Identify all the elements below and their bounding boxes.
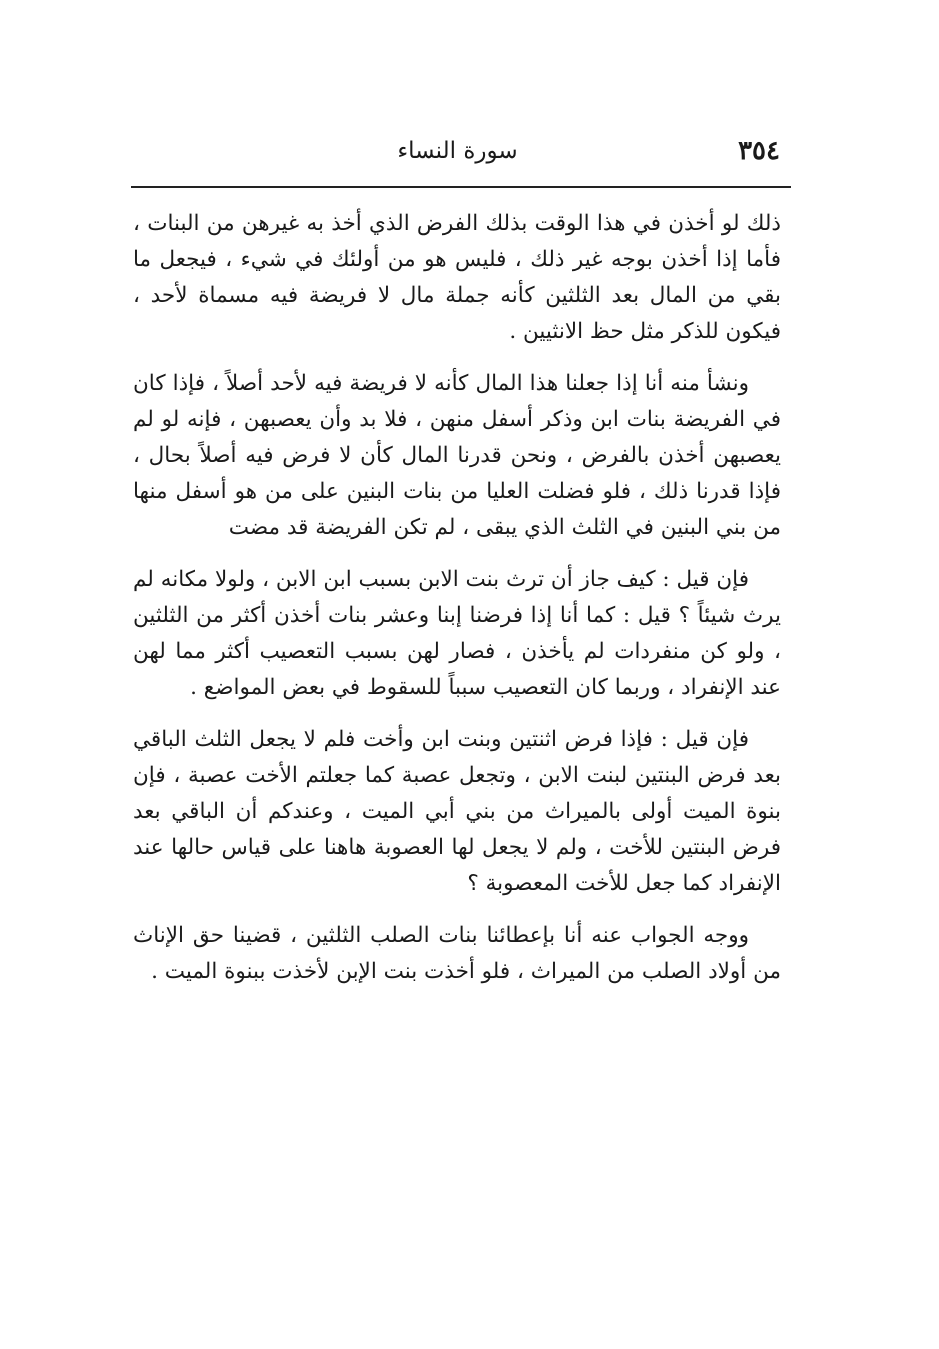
paragraph: ذلك لو أخذن في هذا الوقت بذلك الفرض الذي أخذ به غيرهن من البنات ، فأما إذا أخذن بوجه غير ذلك ، فليس هو من أولئك في شيء ، فيجعل ما بقي من المال بعد الثلثين كأنه جملة مال لا فريضة فيه مسماة لأحد ، فيكون للذكر مثل حظ الانثيين . (133, 211, 781, 344)
page-number: ٣٥٤ (738, 136, 780, 166)
paragraph: فإن قيل : كيف جاز أن ترث بنت الابن بسبب ابن الابن ، ولولا مكانه لم يرث شيئاً ؟ قيل : كما أنا إذا فرضنا إبنا وعشر بنات أخذن أكثر من الثلثين ، ولو كن منفردات لم يأخذن ، فصار لهن بسبب التعصيب أكثر مما لهن عند الإنفراد ، وربما كان التعصيب سبباً للسقوط في بعض المواضع . (133, 567, 781, 700)
running-title: سورة النساء (397, 138, 518, 164)
paragraph: فإن قيل : فإذا فرض اثنتين وبنت ابن وأخت فلم لا يجعل الثلث الباقي بعد فرض البنتين لبنت الابن ، وتجعل عصبة كما جعلتم الأخت عصبة ، فإن بنوة الميت أولى بالميراث من بني أبي الميت ، وعندكم أن الباقي بعد فرض البنتين للأخت ، ولم لا يجعل لها العصوبة هاهنا على قياس حالها عند الإنفراد كما جعل للأخت المعصوبة ؟ (133, 727, 781, 896)
header-rule (131, 186, 791, 188)
page-header (135, 128, 780, 172)
body-text (133, 206, 781, 1006)
paragraph: ونشأ منه أنا إذا جعلنا هذا المال كأنه لا فريضة فيه لأحد أصلاً ، فإذا كان في الفريضة بنات ابن وذكر أسفل منهن ، فلا بد وأن يعصبهن ، فإنه لو لم يعصبهن أخذن بالفرض ، ونحن قدرنا المال كأن لا فرض فيه أصلاً بحال ، فإذا قدرنا ذلك ، فلو فضلت العليا من بنات البنين على من هو أسفل منها من بني البنين في الثلث الذي يبقى ، لم تكن الفريضة قد مضت (133, 371, 781, 540)
paragraph: ووجه الجواب عنه أنا بإعطائنا بنات الصلب الثلثين ، قضينا حق الإناث من أولاد الصلب من الميراث ، فلو أخذت بنت الإبن لأخذت ببنوة الميت . (133, 923, 781, 984)
